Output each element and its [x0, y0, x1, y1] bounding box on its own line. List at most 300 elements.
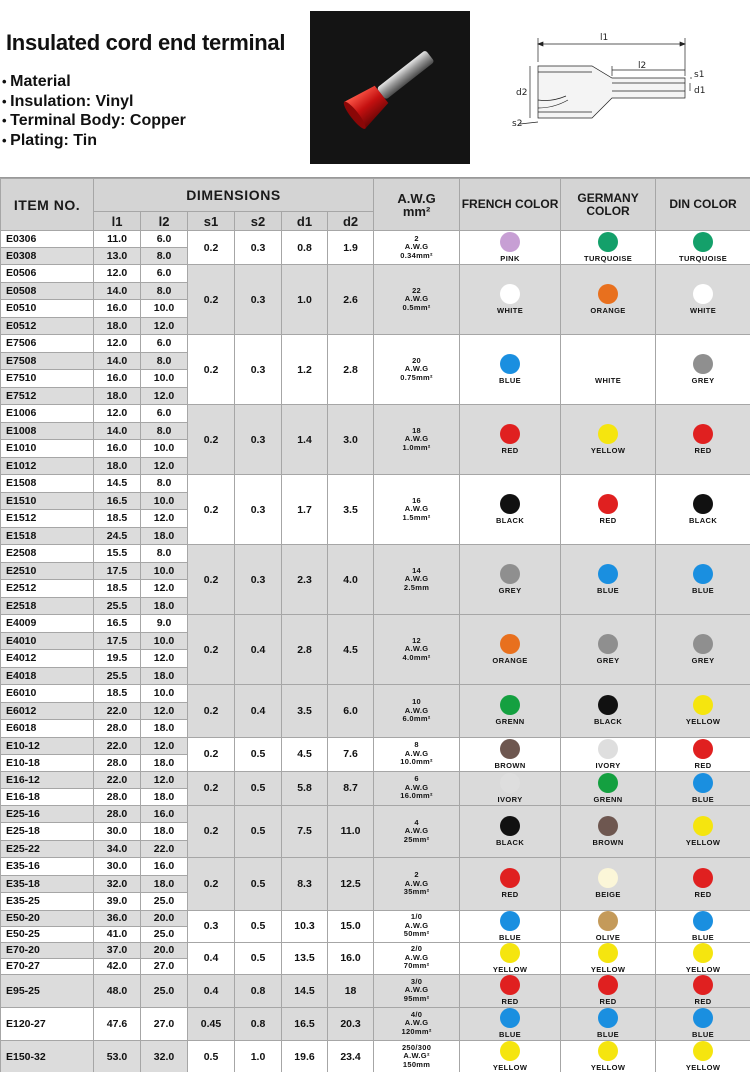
l2-value: 18.0 [141, 875, 188, 893]
color-name: RED [694, 890, 712, 900]
awg-cell [374, 910, 460, 942]
color-name: BLUE [499, 932, 522, 942]
dimension-drawing [510, 28, 745, 138]
french-color-cell [460, 475, 561, 545]
color-swatch-icon [598, 695, 618, 715]
awg-line: 22 [412, 285, 422, 295]
l1-value: 16.5 [94, 492, 141, 510]
l1-value: 41.0 [94, 926, 141, 942]
color-name: ORANGE [590, 306, 626, 315]
table-row [1, 405, 750, 423]
color-name: GREY [498, 586, 522, 595]
s1-value: 0.5 [188, 1040, 235, 1072]
item-no: E16-12 [1, 771, 94, 788]
awg-line: A.W.G [404, 574, 429, 584]
l1-value: 18.0 [94, 457, 141, 475]
l1-value: 14.0 [94, 422, 141, 440]
d2-value: 18 [328, 974, 374, 1007]
germany-color-cell [561, 265, 656, 335]
s2-value: 0.3 [235, 335, 282, 405]
s2-value: 0.5 [235, 771, 282, 805]
l2-value: 32.0 [141, 1040, 188, 1072]
awg-cell [374, 974, 460, 1007]
s1-value: 0.2 [188, 475, 235, 545]
l1-value: 30.0 [94, 823, 141, 841]
item-no: E1012 [1, 457, 94, 475]
d1-value: 19.6 [282, 1040, 328, 1072]
d1-value: 13.5 [282, 942, 328, 974]
awg-line: 16 [412, 495, 422, 505]
l2-value: 10.0 [141, 685, 188, 703]
l2-value: 16.0 [141, 805, 188, 823]
color-name: RED [501, 890, 519, 900]
awg-line: 4 [414, 817, 419, 827]
color-name: BLUE [692, 1030, 715, 1039]
color-swatch-icon [598, 494, 618, 514]
table-row [1, 231, 750, 248]
header-s1: s1 [188, 212, 235, 231]
item-no: E0508 [1, 282, 94, 300]
french-color-cell [460, 858, 561, 911]
spec-item: • Material [2, 72, 186, 92]
awg-cell [374, 771, 460, 805]
awg-line: A.W.G [404, 826, 429, 835]
color-name: GREY [596, 656, 620, 665]
color-name: BLUE [692, 586, 715, 595]
color-name: BLUE [499, 376, 522, 385]
s1-value: 0.2 [188, 737, 235, 771]
s2-value: 0.8 [235, 974, 282, 1007]
l2-value: 18.0 [141, 527, 188, 545]
item-no: E1512 [1, 510, 94, 528]
table-row [1, 685, 750, 703]
color-name: BROWN [592, 837, 624, 847]
awg-line: 250/300 [401, 1042, 432, 1052]
l1-value: 16.0 [94, 300, 141, 318]
spec-list [2, 72, 186, 150]
l2-value: 12.0 [141, 737, 188, 754]
awg-line: A.W.G [404, 985, 429, 995]
awg-line: 95mm² [403, 993, 430, 1003]
color-swatch-icon [598, 354, 618, 374]
color-name: YELLOW [590, 446, 626, 455]
color-name: BLUE [597, 1030, 620, 1039]
french-color-cell [460, 771, 561, 805]
color-swatch-icon [693, 739, 713, 759]
drawing-label-s2: s2 [512, 119, 523, 129]
color-swatch-icon [598, 284, 618, 304]
item-no: E7506 [1, 335, 94, 353]
l2-value: 12.0 [141, 457, 188, 475]
table-row [1, 475, 750, 493]
table-row [1, 858, 750, 876]
l1-value: 36.0 [94, 910, 141, 926]
color-name: WHITE [594, 376, 622, 385]
d2-value: 4.0 [328, 545, 374, 615]
l2-value: 18.0 [141, 754, 188, 771]
table-row [1, 974, 750, 1007]
cord-end-terminal-image [310, 11, 470, 164]
color-name: GRENN [495, 717, 525, 727]
s2-value: 1.0 [235, 1040, 282, 1072]
color-name: YELLOW [492, 964, 528, 974]
color-swatch-icon [598, 564, 618, 584]
l1-value: 18.5 [94, 580, 141, 598]
l1-value: 16.0 [94, 440, 141, 458]
d2-value: 7.6 [328, 737, 374, 771]
l2-value: 10.0 [141, 370, 188, 388]
header-germany-color: GERMANY COLOR [561, 179, 656, 231]
d1-value: 14.5 [282, 974, 328, 1007]
header-d2: d2 [328, 212, 374, 231]
din-color-cell [656, 1040, 750, 1072]
drawing-label-l2: l2 [638, 61, 647, 71]
d2-value: 4.5 [328, 615, 374, 685]
awg-line: 150mm [402, 1059, 431, 1069]
l1-value: 16.5 [94, 615, 141, 633]
item-no: E10-12 [1, 737, 94, 754]
d1-value: 5.8 [282, 771, 328, 805]
din-color-cell [656, 405, 750, 475]
awg-cell [374, 405, 460, 475]
l2-value: 10.0 [141, 632, 188, 650]
table-row [1, 805, 750, 823]
l2-value: 8.0 [141, 422, 188, 440]
french-color-cell [460, 265, 561, 335]
item-no: E2518 [1, 597, 94, 615]
item-no: E10-18 [1, 754, 94, 771]
awg-line: 1.5mm² [402, 512, 431, 522]
l1-value: 13.0 [94, 248, 141, 265]
spec-item: • Insulation: Vinyl [2, 92, 186, 112]
item-no: E150-32 [1, 1040, 94, 1072]
l1-value: 16.0 [94, 370, 141, 388]
germany-color-cell [561, 405, 656, 475]
d1-value: 3.5 [282, 685, 328, 738]
color-swatch-icon [500, 634, 520, 654]
s1-value: 0.2 [188, 805, 235, 858]
l2-value: 8.0 [141, 282, 188, 300]
d2-value: 2.8 [328, 335, 374, 405]
french-color-cell [460, 805, 561, 858]
header-item-no: ITEM NO. [1, 179, 94, 231]
french-color-cell [460, 737, 561, 771]
germany-color-cell [561, 1007, 656, 1040]
l1-value: 17.5 [94, 632, 141, 650]
awg-line: 4.0mm² [402, 652, 431, 662]
l1-value: 34.0 [94, 840, 141, 858]
color-swatch-icon [500, 564, 520, 584]
l2-value: 12.0 [141, 650, 188, 668]
s1-value: 0.2 [188, 545, 235, 615]
product-photo [310, 11, 470, 164]
awg-line: 2.5mm [403, 582, 430, 592]
l2-value: 6.0 [141, 335, 188, 353]
color-name: YELLOW [590, 1063, 626, 1072]
drawing-label-d1: d1 [694, 86, 706, 96]
color-name: RED [599, 516, 617, 525]
awg-line: A.W.G [404, 920, 429, 930]
awg-line: 1/0 [410, 912, 423, 922]
color-swatch-icon [500, 695, 520, 715]
awg-line: 0.34mm² [400, 250, 433, 260]
din-color-cell [656, 685, 750, 738]
french-color-cell [460, 910, 561, 942]
color-swatch-icon [500, 1008, 520, 1028]
color-swatch-icon [598, 634, 618, 654]
color-name: BLACK [593, 717, 623, 727]
s2-value: 0.5 [235, 805, 282, 858]
l2-value: 9.0 [141, 615, 188, 633]
d1-value: 16.5 [282, 1007, 328, 1040]
color-swatch-icon [693, 424, 713, 444]
awg-line: 2 [414, 870, 419, 879]
awg-cell [374, 1007, 460, 1040]
germany-color-cell [561, 475, 656, 545]
color-swatch-icon [693, 634, 713, 654]
item-no: E0510 [1, 300, 94, 318]
d2-value: 3.0 [328, 405, 374, 475]
l2-value: 12.0 [141, 702, 188, 720]
germany-color-cell [561, 685, 656, 738]
color-swatch-icon [500, 232, 520, 252]
color-name: WHITE [496, 306, 524, 315]
awg-line: A.W.G [404, 294, 429, 304]
d1-value: 1.4 [282, 405, 328, 475]
d2-value: 12.5 [328, 858, 374, 911]
s2-value: 0.3 [235, 231, 282, 265]
d1-value: 2.3 [282, 545, 328, 615]
table-row [1, 1040, 750, 1072]
l2-value: 20.0 [141, 910, 188, 926]
color-swatch-icon [693, 1008, 713, 1028]
table-row [1, 615, 750, 633]
l2-value: 27.0 [141, 1007, 188, 1040]
item-no: E95-25 [1, 974, 94, 1007]
l1-value: 28.0 [94, 720, 141, 738]
color-swatch-icon [693, 284, 713, 304]
din-color-cell [656, 974, 750, 1007]
color-name: BROWN [494, 760, 526, 770]
awg-line: 10 [412, 697, 422, 706]
awg-cell [374, 942, 460, 974]
d2-value: 16.0 [328, 942, 374, 974]
color-name: GREY [691, 656, 715, 665]
color-name: RED [694, 760, 712, 770]
germany-color-cell [561, 335, 656, 405]
awg-line: A.W.G² [403, 1051, 430, 1061]
color-name: OLIVE [595, 932, 621, 942]
d1-value: 0.8 [282, 231, 328, 265]
awg-line: A.W.G [404, 504, 429, 514]
color-swatch-icon [693, 354, 713, 374]
awg-line: 25mm² [403, 834, 430, 844]
awg-line: 35mm² [403, 887, 430, 896]
item-no: E1008 [1, 422, 94, 440]
s2-value: 0.3 [235, 405, 282, 475]
awg-line: 16.0mm² [400, 791, 433, 801]
s1-value: 0.3 [188, 910, 235, 942]
table-row [1, 737, 750, 754]
l2-value: 12.0 [141, 771, 188, 788]
item-no: E1508 [1, 475, 94, 493]
awg-line: A.W.G [404, 434, 429, 444]
s1-value: 0.4 [188, 974, 235, 1007]
color-name: RED [501, 446, 519, 455]
s2-value: 0.4 [235, 685, 282, 738]
color-name: YELLOW [685, 964, 721, 974]
color-name: BLACK [688, 516, 718, 525]
l1-value: 14.0 [94, 352, 141, 370]
color-swatch-icon [598, 424, 618, 444]
item-no: E4018 [1, 667, 94, 685]
awg-line: 70mm² [403, 961, 430, 971]
l2-value: 6.0 [141, 405, 188, 423]
item-no: E25-16 [1, 805, 94, 823]
awg-cell [374, 737, 460, 771]
awg-cell [374, 1040, 460, 1072]
color-name: IVORY [595, 760, 621, 770]
french-color-cell [460, 231, 561, 265]
awg-line: A.W.G [404, 705, 429, 715]
germany-color-cell [561, 942, 656, 974]
item-no: E25-22 [1, 840, 94, 858]
awg-line: 3/0 [410, 976, 423, 986]
l2-value: 18.0 [141, 667, 188, 685]
s2-value: 0.3 [235, 475, 282, 545]
germany-color-cell [561, 737, 656, 771]
l1-value: 18.0 [94, 387, 141, 405]
l2-value: 10.0 [141, 562, 188, 580]
l1-value: 37.0 [94, 942, 141, 958]
color-swatch-icon [693, 975, 713, 995]
s1-value: 0.2 [188, 615, 235, 685]
drawing-label-d2: d2 [516, 88, 528, 98]
s2-value: 0.3 [235, 265, 282, 335]
d1-value: 10.3 [282, 910, 328, 942]
s1-value: 0.2 [188, 405, 235, 475]
l2-value: 18.0 [141, 788, 188, 805]
color-swatch-icon [598, 975, 618, 995]
l2-value: 16.0 [141, 858, 188, 876]
l2-value: 25.0 [141, 974, 188, 1007]
l2-value: 8.0 [141, 475, 188, 493]
l2-value: 18.0 [141, 823, 188, 841]
color-swatch-icon [693, 695, 713, 715]
page-title: Insulated cord end terminal [6, 30, 286, 55]
color-name: ORANGE [492, 656, 528, 665]
d2-value: 8.7 [328, 771, 374, 805]
l1-value: 53.0 [94, 1040, 141, 1072]
color-swatch-icon [500, 773, 520, 793]
d2-value: 23.4 [328, 1040, 374, 1072]
item-no: E70-20 [1, 942, 94, 958]
s2-value: 0.5 [235, 858, 282, 911]
table-row [1, 335, 750, 353]
din-color-cell [656, 335, 750, 405]
item-no: E35-18 [1, 875, 94, 893]
color-name: BLUE [692, 932, 715, 942]
spec-item: • Terminal Body: Copper [2, 111, 186, 131]
l1-value: 22.0 [94, 702, 141, 720]
d1-value: 1.2 [282, 335, 328, 405]
header-l1: l1 [94, 212, 141, 231]
awg-line: 2/0 [410, 944, 423, 954]
color-name: TURQUOISE [583, 254, 633, 263]
awg-line: 2 [414, 233, 419, 243]
s1-value: 0.2 [188, 685, 235, 738]
awg-line: 14 [412, 565, 422, 575]
item-no: E6012 [1, 702, 94, 720]
s1-value: 0.2 [188, 771, 235, 805]
color-swatch-icon [693, 494, 713, 514]
item-no: E35-16 [1, 858, 94, 876]
color-swatch-icon [598, 1041, 618, 1061]
l1-value: 14.5 [94, 475, 141, 493]
l1-value: 30.0 [94, 858, 141, 876]
d1-value: 8.3 [282, 858, 328, 911]
l2-value: 18.0 [141, 720, 188, 738]
l1-value: 42.0 [94, 958, 141, 974]
color-swatch-icon [500, 739, 520, 759]
l2-value: 10.0 [141, 300, 188, 318]
item-no: E4009 [1, 615, 94, 633]
item-no: E7510 [1, 370, 94, 388]
l1-value: 28.0 [94, 805, 141, 823]
color-name: RED [694, 446, 712, 455]
item-no: E50-25 [1, 926, 94, 942]
germany-color-cell [561, 771, 656, 805]
table-row [1, 545, 750, 563]
header-awg [374, 179, 460, 231]
l1-value: 18.5 [94, 510, 141, 528]
color-name: YELLOW [685, 837, 721, 847]
awg-line: 10.0mm² [400, 757, 433, 767]
l2-value: 10.0 [141, 440, 188, 458]
color-name: RED [599, 997, 617, 1006]
l1-value: 25.5 [94, 597, 141, 615]
l2-value: 18.0 [141, 597, 188, 615]
awg-line: 120mm² [401, 1026, 432, 1036]
awg-line: A.W.G [404, 364, 429, 374]
color-name: GRENN [593, 794, 623, 804]
item-no: E0306 [1, 231, 94, 248]
item-no: E6010 [1, 685, 94, 703]
l2-value: 25.0 [141, 893, 188, 911]
d2-value: 1.9 [328, 231, 374, 265]
color-name: BLUE [692, 794, 715, 804]
awg-line: 4/0 [410, 1009, 423, 1019]
item-no: E2512 [1, 580, 94, 598]
color-name: TURQUOISE [678, 254, 728, 263]
header-awg-unit: mm² [402, 203, 431, 219]
l2-value: 8.0 [141, 545, 188, 563]
color-swatch-icon [500, 943, 520, 963]
awg-line: A.W.G [404, 1018, 429, 1028]
din-color-cell [656, 858, 750, 911]
item-no: E70-27 [1, 958, 94, 974]
header-dimensions: DIMENSIONS [94, 179, 374, 212]
d1-value: 1.0 [282, 265, 328, 335]
germany-color-cell [561, 545, 656, 615]
din-color-cell [656, 910, 750, 942]
awg-line: 1.0mm² [402, 442, 431, 452]
item-no: E25-18 [1, 823, 94, 841]
color-swatch-icon [500, 911, 520, 931]
french-color-cell [460, 942, 561, 974]
color-swatch-icon [598, 739, 618, 759]
color-swatch-icon [500, 284, 520, 304]
